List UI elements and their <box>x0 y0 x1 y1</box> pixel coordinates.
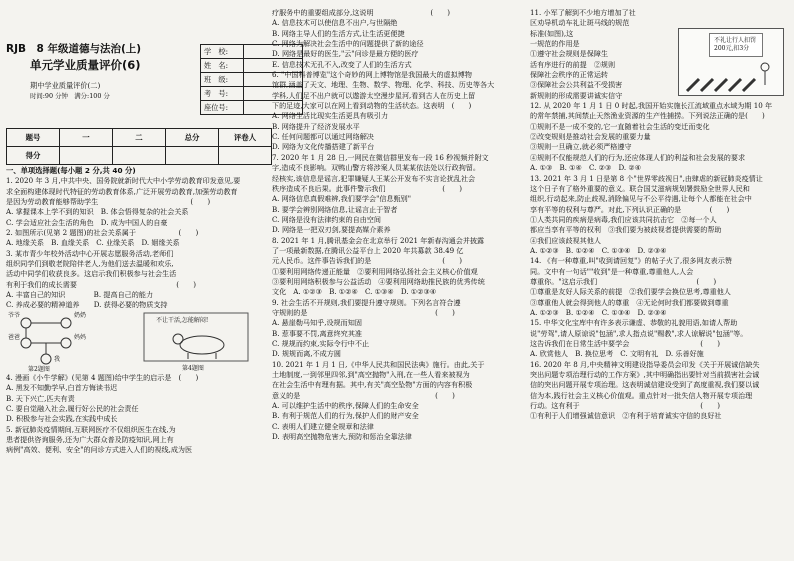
text-line: 16. 2020 年 8 月,中央精神文明建设指导委员会印发《关于开展诚信缺失 <box>530 359 760 369</box>
text-line: A. ①②③ B. ①②④ C. ①③④ D. ②③④ <box>530 245 667 255</box>
text-line: 11. 小军了解到不少地方增加了社 <box>530 8 636 17</box>
text-line: D. 规规而离,不成方圆 <box>272 349 341 359</box>
text-line: C. 表明人们建立健全规章和法律 <box>272 421 374 431</box>
traffic-cartoon <box>678 28 784 96</box>
text-line: 一规范的作用是 <box>530 39 580 49</box>
text-line: 文化 A. ①②③ B. ①②④ C. ①③④ D. ①②③④ <box>272 287 437 297</box>
text-line: ①规则不是一成不变的,它一直随着社会生活的变迁而变化 <box>530 121 710 131</box>
text-line: 信为本,践行社会主义核心价值观。重点针对一批失信人物开展专项治理 <box>530 390 753 400</box>
me-icon <box>41 354 51 364</box>
text-line: 5. 新冠肺炎疫情期间,互联网医疗不仅组织医生在线,为 <box>6 424 176 434</box>
score-cell[interactable] <box>166 147 219 165</box>
score-cell[interactable] <box>219 147 272 165</box>
fig-label: 奶奶 <box>74 311 87 319</box>
text-line: 新规则的形成需要讲诚实信守 <box>530 90 623 100</box>
text-line: 9. 社会生活不开规则,我们要提升遵守规则。下列名言符合遵 <box>272 297 461 307</box>
text-line: 组织,行动起来,防止歧视,消除偏见与不公平待遇,让每个人都能在社会中 <box>530 194 752 204</box>
text-line: D. 表明高空抛物危害大,预防和惩治全靠法律 <box>272 432 412 442</box>
fig-label: 我 <box>54 355 61 363</box>
score-header: 题号 <box>7 129 60 147</box>
text-line: A. 悬崖勒马知乎,设规而知固 <box>272 318 362 328</box>
figure-caption: 第4题图 <box>182 364 204 372</box>
text-line: D. 网络是最好的医生,"云"问诊是最方便的医疗 <box>272 49 419 59</box>
grandpa-icon <box>21 318 31 328</box>
text-line: C. 要自觉融入社会,履行好公民的社会责任 <box>6 403 139 413</box>
paper-title-line1: RJB 8 年级道德与法治(上) <box>6 43 142 55</box>
text-line: ①人类共同的疾病是病毒,我们应该共同抗击它 ②每一个人 <box>530 214 717 224</box>
grandma-icon <box>61 318 71 328</box>
text-line: 了一项最新数据,在腾讯公益平台上 2020 年共募款 38.49 亿 <box>272 245 464 255</box>
text-line: B. 天下兴亡,匹夫有责 <box>6 393 75 403</box>
text-line: ③保障社会公共利益不受损害 <box>530 80 623 90</box>
paper-title-line2: 单元学业质量评价(6) <box>30 58 141 72</box>
text-line: 突出问题专项治理行动的工作方案》,其中明确指出要针对当前损害社会诚 <box>530 370 760 380</box>
text-line: A. ①②③ B. ①②④ C. ①③④ D. ②③④ <box>530 307 667 317</box>
text-line: 14. 《有一种尊重,叫"收到请回复"》的帖子火了,很多网友表示赞 <box>530 256 732 266</box>
score-cell[interactable] <box>60 147 113 165</box>
text-line: 患者提供咨询服务,还为广大群众普及防疫知识,网上有 <box>6 434 174 444</box>
paper-subtitle: 期中学业质量评价(二) <box>30 81 101 90</box>
text-line: 一、单项选择题(每小题 2 分,共 40 分) <box>6 166 136 175</box>
text-line: C. 网络是没有法律约束的自由空间 <box>272 214 381 224</box>
text-line: 7. 2020 年 1 月 28 日,一网民在微信群里发布一段 16 秒视频并附文 <box>272 152 489 162</box>
text-line: A. 地缘关系 B. 血缘关系 C. 业缘关系 D. 姻缘关系 <box>6 238 180 248</box>
family-tree-figure <box>21 318 71 364</box>
text-line: 10. 2021 年 1 月 1 日,《中华人民共和国民法典》施行。由此,关于 <box>272 359 485 369</box>
text-line: C. 任何问题都可以通过网络解决 <box>272 132 374 142</box>
text-line: ③要利用网络积极参与公益活动 ④要利用网络助推民族的优秀传统 <box>272 276 485 286</box>
score-header: 一 <box>60 129 113 147</box>
column-left-questions <box>6 166 264 456</box>
text-line: 尊重你。"这启示我们 ( ) <box>530 276 717 286</box>
text-line: 行动。这有利于 ( ) <box>530 401 720 411</box>
text-line: ③规则一旦确立,就必须严格遵守 <box>530 142 632 152</box>
crosswalk-icon <box>679 57 783 97</box>
text-line: 组织同学们到敬老院陪伴老人,为他们送去温暖和欢乐, <box>6 259 174 269</box>
text-line: 6. "中国科普博览"这个奇妙的网上博物馆是我国最大的虚拟博物 <box>272 70 472 80</box>
text-line: A. 丰富自己的知识 B. 提高自己的能力 <box>6 290 154 300</box>
text-line: 信的突出问题开展专项治理。这表明诚信建设受到了高度重视,我们要以诚 <box>530 380 760 390</box>
text-line: 2. 如图所示(见第 2 题图)的社会关系属于 ( ) <box>6 228 199 238</box>
text-line: 活动中同学们收获良多。这启示我们积极参与社会生活 <box>6 269 177 279</box>
text-line: 12. 从 2020 年 1 月 1 日 0 时起,我国开始实施长江流域重点水域为期 10 年 <box>530 101 773 111</box>
text-line: B. 有利于规范人们的行为,保护人们的财产安全 <box>272 411 419 421</box>
text-line: 在社会生活中有理有据。其中,有关"高空坠物"方面的内容有积极 <box>272 380 473 390</box>
score-header: 评卷人 <box>219 129 272 147</box>
text-line: A. 黑发不知勤学早,白首方悔读书迟 <box>6 383 118 393</box>
text-line: D. 网络为文化传播搭建了新平台 <box>272 142 375 152</box>
column-right <box>530 8 788 422</box>
mother-icon <box>61 338 71 348</box>
score-header: 二 <box>113 129 166 147</box>
cartoon-speech-bubble: 不礼让行人扣罚 200元,扣3分 <box>709 33 763 57</box>
text-line: 活有序进行的前提 ②规则 <box>530 59 616 69</box>
text-line: ④规则不仅能规范人们的行为,还应体现人们的利益和社会发展的要求 <box>530 152 746 162</box>
score-row-label: 得分 <box>7 147 60 165</box>
score-cell[interactable] <box>113 147 166 165</box>
text-line: ①遵守社会规则是保障生 <box>530 49 609 59</box>
text-line: 享有平等的权利与尊严。对此,下列认识正确的是 ( ) <box>530 204 730 214</box>
text-line: 土地制度,一到邻里四邻,到"高空抛物"入刑,在一些人看来被视为 <box>272 370 470 380</box>
text-line: 都应当享有平等的权利 ③我们要为被歧视者提供需要的帮助 <box>530 225 722 235</box>
text-line: D. 积极参与社会实践,在实践中成长 <box>6 414 118 424</box>
text-line: ①尊重是友好人际关系的前提 ②我们要学会换位思考,尊重他人 <box>530 287 731 297</box>
text-line: 守规则的是 ( ) <box>272 307 455 317</box>
text-line: 有利于我们的成长需要 ( ) <box>6 279 196 289</box>
text-line: A. ①③ B. ①④ C. ②③ D. ②④ <box>530 163 642 173</box>
text-line: 3. 某市青少年校外活动中心开展志愿服务活动,老师们 <box>6 248 174 258</box>
score-header: 总分 <box>166 129 219 147</box>
score-table <box>6 128 272 165</box>
cartoon-speech: 不让干活,怎能解闷! <box>156 316 209 324</box>
text-line: 13. 2021 年 3 月 1 日是第 8 个"世界零歧视日",由肆虐的新冠肺炎疫情让 <box>530 173 763 183</box>
text-line: 学科,人们足不出户就可以遨游太空漫步星河,看到古人在历史上留 <box>272 90 476 100</box>
info-label: 考 号: <box>201 87 244 101</box>
text-line: 保障社会秩序的正常运转 <box>530 70 609 80</box>
text-line: 1. 2020 年 3 月,中共中央、国务院就新时代大中小学劳动教育印发意见,要 <box>6 176 241 186</box>
text-line: A. 可以维护生活中的秩序,保障人们的生命安全 <box>272 401 419 411</box>
text-line: 的常年禁捕,其间禁止天然渔业资源的生产性捕捞。下列说法正确的是( ) <box>530 111 765 121</box>
figure-caption: 第2题图 <box>28 365 50 373</box>
text-line: 意义的是 ( ) <box>272 390 455 400</box>
text-line: A. 欣赏他人 B. 换位思考 C. 文明有礼 D. 乐善好施 <box>530 349 704 359</box>
text-line: B. 要学会辨别网络信息,让谣言止于智者 <box>272 204 398 214</box>
text-line: 经核实,该信息是谣言,犯罪嫌疑人王某公开发布不实言论扰乱社会 <box>272 173 476 183</box>
figures-svg <box>6 311 264 373</box>
text-line: A. 网络信息真假难辨,我们要学会"信息甄别" <box>272 194 412 204</box>
fig-label: 爸爸 <box>8 333 21 341</box>
info-label: 座位号: <box>201 101 244 115</box>
text-line: 是因为劳动教育能够帮助学生 ( ) <box>6 197 211 207</box>
text-line: 秩序造成不良后果。此事件警示我们 ( ) <box>272 183 462 193</box>
text-line: ①要利用网络传递正能量 ②要利用网络弘扬社会主义核心价值观 <box>272 266 478 276</box>
text-line: B. 网络主导人们的生活方式,让生活更便捷 <box>272 28 405 38</box>
figures-row <box>6 311 264 373</box>
info-label: 姓 名: <box>201 59 244 73</box>
time-score: 时间:90 分钟 满分:100 分 <box>30 92 110 100</box>
text-line: ②改变规则是推动社会发展的重要力量 <box>530 132 651 142</box>
text-line: ④我们应该歧视其他人 <box>530 235 601 245</box>
text-line: A. 网络生活比现实生活更具有吸引力 <box>272 111 389 121</box>
text-line: 下的足迹,大家可以在网上看到动物的生活状态。这表明 ( ) <box>272 101 472 111</box>
text-line: 元人民币。这件事告诉我们的是 ( ) <box>272 256 462 266</box>
text-line: 求全面构建体现时代特征的劳动教育体系,广泛开展劳动教育,加强劳动教育 <box>6 186 238 196</box>
text-line: C. 养成必要的精神道养 D. 获得必要的物质支持 <box>6 300 168 310</box>
text-line: 这个日子有了格外重要的意义。联合国艾滋病规划署鼓励全世界人民和 <box>530 183 750 193</box>
text-line: 标准(如图),这 <box>530 28 574 38</box>
text-line: E. 信息技术无孔不入,改变了人们的生活方式 <box>272 59 412 69</box>
text-line: B. 惹事要不罚,离意终究其准 <box>272 328 363 338</box>
text-line: A. 掌握课本上学不到的知识 B. 体会悟得复杂的社会关系 <box>6 207 189 217</box>
text-line: ③尊重他人就会得到他人的尊重 ④无论何时我们都要做到尊重 <box>530 297 729 307</box>
fig-label: 妈妈 <box>74 333 87 341</box>
text-line: 同。文中有一句话""收到"是一种尊重,尊重他人,人会 <box>530 266 694 276</box>
text-line: 4. 漫画《小牛学解》(见第 4 题图)给中学生的启示是 ( ) <box>6 372 199 382</box>
text-line: ①有利于人们增强诚信意识 ②有利于培育诚实守信的良好社 <box>530 411 722 421</box>
info-label: 学 校: <box>201 45 244 59</box>
text-line: C. 网络为解决社会生活中的问题提供了新的途径 <box>272 39 424 49</box>
column-middle <box>272 8 522 442</box>
info-label: 班 级: <box>201 73 244 87</box>
fig-label: 爷爷 <box>8 311 21 319</box>
text-line: 字,造成不良影响。双鸭山警方将涉案人员某某依法处以行政拘留。 <box>272 163 480 173</box>
father-icon <box>21 338 31 348</box>
text-line: 馆群,涵盖了天文、地理、生物、数学、物理、化学、科技、历史等各大 <box>272 80 495 90</box>
text-line: B. 网络提升了经济发展水平 <box>272 121 360 131</box>
text-line: 15. 中华文化宝库中有许多表示谦虚、恭敬的礼貌用语,如请人帮助 <box>530 318 738 328</box>
text-line: 这告诉我们在日常生活中要学会 ( ) <box>530 339 720 348</box>
text-line: C. 规规而约束,实际令行中不止 <box>272 339 370 348</box>
text-line: 疗服务中的重要组成部分,这说明 ( ) <box>272 8 451 17</box>
text-line: 区劝导机动车礼让斑马线的规范 <box>530 18 630 28</box>
text-line: 说"劳驾",请人原谅说"包涵",求人指点说"赐教",求人谅解说"包涵"等。 <box>530 328 748 338</box>
text-line: A. 信息技术可以使信息不出户,与世隔绝 <box>272 18 398 28</box>
text-line: C. 学会适应社会生活的角色 D. 成为中国人的自豪 <box>6 217 168 227</box>
text-line: D. 网络是一把双刃剑,要提高媒介素养 <box>272 225 391 235</box>
text-line: 8. 2021 年 1 月,腾讯基金会在北京举行 2021 年新春沟通会并披露 <box>272 235 485 245</box>
text-line: 病例"高效、便利、安全"的问诊方式进入人们的视线,成为医 <box>6 445 193 455</box>
